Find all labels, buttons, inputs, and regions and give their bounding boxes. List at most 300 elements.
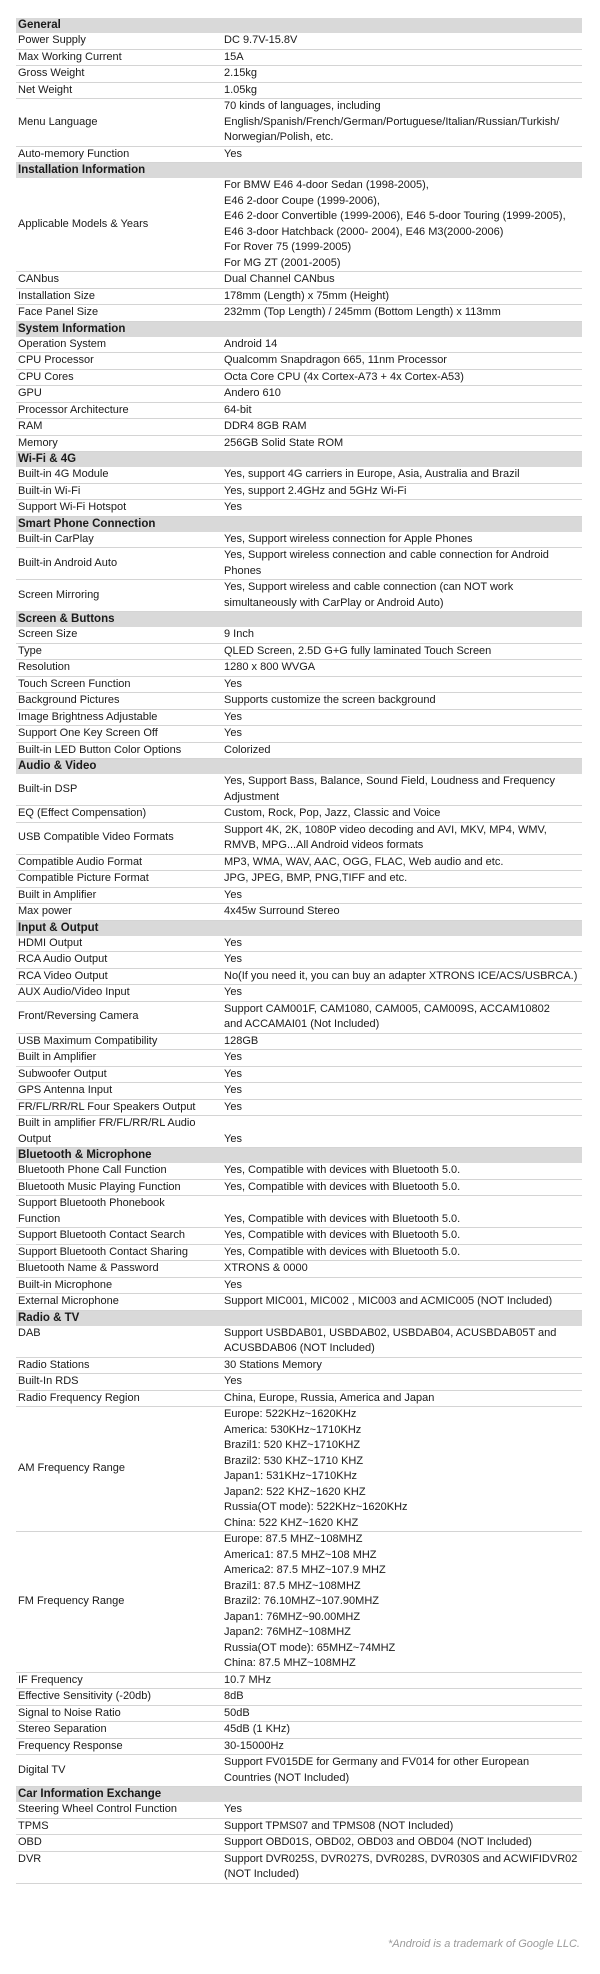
spec-label-line: RAM [18, 420, 43, 432]
spec-value-line: 45dB (1 KHz) [224, 1723, 291, 1735]
spec-label-line: Auto-memory Function [18, 147, 130, 160]
spec-label [16, 871, 222, 888]
spec-label [16, 1672, 222, 1689]
spec-row [16, 1818, 582, 1835]
spec-value [222, 1390, 582, 1407]
spec-label [16, 146, 222, 163]
spec-value-line: 64-bit [224, 403, 252, 416]
spec-row [16, 1033, 582, 1050]
spec-value [222, 854, 582, 871]
spec-row [16, 887, 582, 904]
spec-value-line: Yes [224, 1132, 242, 1145]
spec-value [222, 1261, 582, 1278]
spec-value-line: China: 87.5 MHZ~108MHZ [224, 1657, 356, 1669]
spec-value-line: Support USBDAB01, USBDAB02, USBDAB04, ACUSBDAB05T and [224, 1326, 557, 1339]
spec-value-line: Support FV015DE for Germany and FV014 for other European [224, 1756, 530, 1768]
spec-value [222, 1738, 582, 1755]
spec-label [16, 854, 222, 871]
spec-row [16, 726, 582, 743]
spec-label-line: FM Frequency Range [18, 1595, 125, 1607]
spec-row [16, 1407, 582, 1532]
spec-value [222, 1179, 582, 1196]
spec-value [222, 1083, 582, 1100]
spec-value-line: Support 4K, 2K, 1080P video decoding and AVI, MKV, MP4, WMV, [224, 823, 547, 836]
spec-value-line: 15A [224, 50, 244, 63]
spec-label-line: USB Compatible Video Formats [18, 831, 174, 844]
spec-value-line: America2: 87.5 MHZ~107.9 MHZ [224, 1564, 386, 1576]
spec-label [16, 435, 222, 452]
spec-label [16, 500, 222, 517]
spec-value-line: Yes, support 4G carriers in Europe, Asia, Australia and Brazil [224, 468, 520, 480]
spec-row [16, 1835, 582, 1852]
spec-value-line: Andero 610 [224, 387, 281, 399]
spec-label-line: EQ (Effect Compensation) [18, 807, 147, 819]
spec-value-line: E46 3-door Hatchback (2000- 2004), E46 M3(2000-2006) [224, 225, 504, 238]
spec-value-line: ACUSBDAB06 (NOT Included) [224, 1342, 375, 1354]
spec-label [16, 272, 222, 289]
spec-value [222, 1326, 582, 1358]
spec-value-line: Yes, Support Bass, Balance, Sound Field, Loudness and Frequency [224, 775, 556, 787]
spec-value [222, 627, 582, 643]
spec-label-line: Support Bluetooth Contact Sharing [18, 1245, 189, 1258]
spec-label-line: Compatible Picture Format [18, 872, 149, 884]
section-title: General [16, 18, 582, 33]
spec-row [16, 1689, 582, 1706]
spec-value-line: DC 9.7V-15.8V [224, 34, 298, 46]
spec-value [222, 968, 582, 985]
spec-value [222, 1163, 582, 1179]
spec-value-line: Norwegian/Polish, etc. [224, 131, 334, 143]
section-title: Input & Output [16, 920, 582, 936]
section-title: Bluetooth & Microphone [16, 1148, 582, 1164]
spec-label [16, 33, 222, 49]
spec-value [222, 774, 582, 806]
section-title: Installation Information [16, 163, 582, 179]
spec-value [222, 82, 582, 99]
spec-value [222, 99, 582, 147]
spec-label-line: CANbus [18, 273, 59, 285]
spec-value-line: 30 Stations Memory [224, 1358, 322, 1371]
spec-value-line: Yes, support 2.4GHz and 5GHz Wi-Fi [224, 484, 407, 497]
spec-label-line: Screen Mirroring [18, 588, 100, 601]
spec-row [16, 1326, 582, 1358]
spec-label-line: CPU Processor [18, 354, 94, 366]
spec-value-line: 9 Inch [224, 628, 254, 640]
spec-label-line: Built-In RDS [18, 1375, 79, 1387]
spec-value [222, 1672, 582, 1689]
spec-label [16, 1244, 222, 1261]
spec-value [222, 178, 582, 272]
section-title: Audio & Video [16, 759, 582, 775]
spec-value-line: Japan2: 522 KHZ~1620 KHZ [224, 1485, 366, 1498]
spec-value-line: E46 2-door Coupe (1999-2006), [224, 194, 380, 207]
spec-label [16, 1755, 222, 1787]
spec-label [16, 1851, 222, 1883]
spec-row [16, 146, 582, 163]
spec-value [222, 726, 582, 743]
spec-label-line: Bluetooth Name & Password [18, 1262, 159, 1274]
spec-row [16, 178, 582, 272]
spec-label-line: USB Maximum Compatibility [18, 1034, 158, 1047]
spec-row [16, 305, 582, 322]
spec-label [16, 1407, 222, 1532]
spec-value-line: Yes [224, 1278, 242, 1291]
spec-value-line: 1280 x 800 WVGA [224, 661, 316, 673]
spec-label-line: Stereo Separation [18, 1723, 107, 1735]
spec-value-line: Yes [224, 501, 242, 513]
spec-value [222, 435, 582, 452]
spec-label-line: TPMS [18, 1819, 49, 1832]
spec-value-line: 30-15000Hz [224, 1739, 284, 1752]
spec-value-line: XTRONS & 0000 [224, 1262, 308, 1274]
spec-label-line: Function [18, 1212, 61, 1225]
spec-value-line: RMVB, MPG...All Android videos formats [224, 839, 424, 851]
spec-value [222, 483, 582, 500]
spec-label-line: Radio Stations [18, 1358, 90, 1371]
spec-label [16, 1179, 222, 1196]
section-title: System Information [16, 321, 582, 337]
spec-value [222, 1116, 582, 1148]
spec-row [16, 709, 582, 726]
spec-value [222, 1357, 582, 1374]
spec-label-line: Support One Key Screen Off [18, 727, 158, 739]
spec-label [16, 1705, 222, 1722]
spec-label [16, 952, 222, 969]
spec-label-line: Installation Size [18, 289, 96, 302]
spec-label-line: RCA Video Output [18, 969, 108, 982]
spec-value-line: Yes [224, 147, 242, 160]
spec-label [16, 337, 222, 353]
spec-value [222, 1532, 582, 1673]
spec-value-line: 2.15kg [224, 67, 258, 79]
spec-label-line: Output [18, 1132, 52, 1145]
spec-value-line: Yes, Compatible with devices with Bluetooth 5.0. [224, 1245, 461, 1258]
spec-value-line: Support DVR025S, DVR027S, DVR028S, DVR030S and ACWIFIDVR02 [224, 1852, 578, 1865]
spec-row [16, 904, 582, 921]
spec-value [222, 643, 582, 660]
spec-row [16, 66, 582, 83]
spec-label [16, 676, 222, 693]
spec-value-line: Support MIC001, MIC002 , MIC003 and ACMIC005 (NOT Included) [224, 1295, 553, 1307]
spec-value [222, 305, 582, 322]
spec-value-line: MP3, WMA, WAV, AAC, OGG, FLAC, Web audio and etc. [224, 855, 504, 868]
section-title: Wi-Fi & 4G [16, 452, 582, 468]
spec-label [16, 968, 222, 985]
spec-value-line: Yes [224, 953, 242, 965]
spec-value [222, 936, 582, 952]
spec-value [222, 871, 582, 888]
spec-label-line: Radio Frequency Region [18, 1391, 140, 1404]
spec-value-line: Octa Core CPU (4x Cortex-A73 + 4x Cortex-A53) [224, 370, 464, 383]
spec-label [16, 1163, 222, 1179]
spec-value [222, 66, 582, 83]
spec-row [16, 643, 582, 660]
spec-label [16, 1689, 222, 1706]
spec-label-line: Built in Amplifier [18, 888, 97, 901]
spec-label-line: Processor Architecture [18, 403, 129, 416]
spec-value-line: 256GB Solid State ROM [224, 436, 344, 449]
spec-value-line: China, Europe, Russia, America and Japan [224, 1391, 435, 1404]
spec-label [16, 66, 222, 83]
spec-value [222, 1705, 582, 1722]
spec-value [222, 952, 582, 969]
spec-label-line: AM Frequency Range [18, 1462, 125, 1475]
spec-value [222, 709, 582, 726]
spec-value-line: Japan1: 76MHZ~90.00MHZ [224, 1610, 361, 1623]
section-header [16, 612, 582, 628]
spec-row [16, 1196, 582, 1228]
spec-value-line: 70 kinds of languages, including [224, 100, 381, 112]
spec-label-line: FR/FL/RR/RL Four Speakers Output [18, 1100, 196, 1113]
spec-value-line: (NOT Included) [224, 1868, 299, 1880]
spec-row [16, 952, 582, 969]
spec-label [16, 1099, 222, 1116]
spec-value [222, 272, 582, 289]
spec-label [16, 1196, 222, 1228]
trademark-footnote: *Android is a trademark of Google LLC. [388, 1938, 580, 1950]
spec-label-line: Max Working Current [18, 50, 122, 63]
section-header [16, 18, 582, 33]
spec-label [16, 1083, 222, 1100]
spec-label-line: DAB [18, 1326, 41, 1339]
spec-value-line: simultaneously with CarPlay or Android Auto) [224, 596, 444, 609]
spec-value-line: Yes [224, 727, 242, 739]
spec-value [222, 419, 582, 436]
section-header [16, 452, 582, 468]
spec-value-line: QLED Screen, 2.5D G+G fully laminated Touch Screen [224, 644, 492, 657]
spec-row [16, 272, 582, 289]
spec-value-line: No(If you need it, you can buy an adapter XTRONS ICE/ACS/USBRCA.) [224, 969, 578, 982]
spec-value-line: Yes [224, 677, 242, 690]
spec-row [16, 500, 582, 517]
spec-value-line: 128GB [224, 1034, 259, 1047]
spec-label-line: Built-in Wi-Fi [18, 484, 81, 497]
spec-row [16, 1851, 582, 1883]
spec-label-line: Support Wi-Fi Hotspot [18, 501, 127, 513]
spec-value [222, 1033, 582, 1050]
spec-row [16, 1116, 582, 1148]
spec-row [16, 82, 582, 99]
spec-row [16, 467, 582, 483]
spec-label-line: Bluetooth Phone Call Function [18, 1164, 167, 1176]
spec-row [16, 1357, 582, 1374]
spec-label-line: Applicable Models & Years [18, 217, 149, 230]
spec-label-line: RCA Audio Output [18, 953, 108, 965]
spec-value [222, 369, 582, 386]
spec-value-line: For BMW E46 4-door Sedan (1998-2005), [224, 179, 429, 191]
spec-value [222, 146, 582, 163]
spec-label-line: Background Pictures [18, 694, 120, 706]
spec-label [16, 822, 222, 854]
spec-row [16, 1179, 582, 1196]
spec-value-line: 1.05kg [224, 83, 258, 96]
spec-label-line: Image Brightness Adjustable [18, 710, 158, 723]
spec-label [16, 806, 222, 823]
spec-label-line: External Microphone [18, 1295, 119, 1307]
section-title: Smart Phone Connection [16, 516, 582, 532]
spec-value [222, 467, 582, 483]
spec-label [16, 742, 222, 759]
spec-value-line: 10.7 MHz [224, 1673, 272, 1686]
spec-value [222, 1851, 582, 1883]
spec-row [16, 1083, 582, 1100]
spec-value-line: 4x45w Surround Stereo [224, 905, 340, 917]
spec-label [16, 548, 222, 580]
spec-label-line: Net Weight [18, 83, 73, 96]
spec-value [222, 1802, 582, 1818]
spec-label [16, 1326, 222, 1358]
spec-label-line: OBD [18, 1836, 42, 1848]
spec-label [16, 1228, 222, 1245]
spec-value [222, 1050, 582, 1067]
section-header [16, 1148, 582, 1164]
spec-value-line: E46 2-door Convertible (1999-2006), E46 5-door Touring (1999-2005), [224, 210, 566, 222]
spec-label [16, 1001, 222, 1033]
spec-value [222, 337, 582, 353]
spec-label [16, 483, 222, 500]
spec-value [222, 49, 582, 66]
spec-value [222, 904, 582, 921]
spec-label-line: HDMI Output [18, 936, 83, 949]
spec-row [16, 1261, 582, 1278]
spec-row [16, 1672, 582, 1689]
spec-value-line: Japan1: 531KHz~1710KHz [224, 1470, 358, 1482]
spec-value-line: Dual Channel CANbus [224, 273, 335, 285]
spec-value-line: America1: 87.5 MHZ~108 MHZ [224, 1548, 377, 1561]
spec-label-line: Built in amplifier FR/FL/RR/RL Audio [18, 1117, 196, 1129]
spec-value-line: Phones [224, 564, 262, 577]
spec-value [222, 532, 582, 548]
spec-value-line: English/Spanish/French/German/Portuguese/Italian/Russian/Turkish/ [224, 115, 560, 128]
spec-label-line: GPS Antenna Input [18, 1084, 113, 1096]
spec-row [16, 1163, 582, 1179]
spec-label-line: Built-in DSP [18, 782, 78, 795]
spec-label [16, 1802, 222, 1818]
spec-row [16, 1066, 582, 1083]
spec-row [16, 742, 582, 759]
spec-label-line: Power Supply [18, 34, 86, 46]
spec-value [222, 1818, 582, 1835]
spec-value-line: Support CAM001F, CAM1080, CAM005, CAM009S, ACCAM10802 [224, 1002, 550, 1015]
spec-row [16, 1099, 582, 1116]
spec-value-line: Yes [224, 936, 242, 949]
spec-value-line: Yes, Support wireless connection and cable connection for Android [224, 549, 549, 561]
spec-label-line: Max power [18, 905, 72, 917]
spec-value [222, 1099, 582, 1116]
spec-row [16, 1374, 582, 1391]
section-header [16, 163, 582, 179]
spec-value-line: Adjustment [224, 790, 280, 803]
spec-row [16, 1738, 582, 1755]
spec-row [16, 1228, 582, 1245]
spec-label-line: Signal to Noise Ratio [18, 1706, 121, 1719]
spec-value-line: Supports customize the screen background [224, 694, 436, 706]
section-title: Radio & TV [16, 1310, 582, 1326]
spec-row [16, 1277, 582, 1294]
spec-label-line: Built in Amplifier [18, 1051, 97, 1063]
spec-row [16, 936, 582, 952]
spec-label [16, 660, 222, 677]
spec-value [222, 402, 582, 419]
spec-label [16, 1738, 222, 1755]
spec-label-line: Effective Sensitivity (-20db) [18, 1690, 152, 1702]
spec-row [16, 1244, 582, 1261]
spec-value [222, 1835, 582, 1852]
spec-value-line: 232mm (Top Length) / 245mm (Bottom Length) x 113mm [224, 306, 501, 318]
spec-label-line: GPU [18, 387, 42, 399]
spec-value-line: Europe: 522KHz~1620KHz [224, 1408, 357, 1420]
spec-value [222, 1001, 582, 1033]
spec-value-line: Russia(OT mode): 522KHz~1620KHz [224, 1501, 408, 1513]
section-header [16, 1787, 582, 1803]
spec-value-line: Japan2: 76MHZ~108MHZ [224, 1626, 351, 1638]
spec-row [16, 1705, 582, 1722]
spec-label [16, 49, 222, 66]
spec-label [16, 1357, 222, 1374]
spec-value [222, 1689, 582, 1706]
spec-row [16, 968, 582, 985]
spec-label [16, 1722, 222, 1739]
spec-sheet [16, 18, 582, 1884]
spec-row [16, 871, 582, 888]
spec-label [16, 1390, 222, 1407]
spec-value [222, 33, 582, 49]
spec-label-line: Screen Size [18, 628, 78, 640]
spec-value-line: Yes [224, 1051, 242, 1063]
spec-label-line: Subwoofer Output [18, 1067, 107, 1080]
spec-value-line: For MG ZT (2001-2005) [224, 256, 341, 269]
spec-label [16, 1835, 222, 1852]
spec-label [16, 1033, 222, 1050]
spec-value-line: Yes, Compatible with devices with Bluetooth 5.0. [224, 1164, 461, 1176]
spec-value-line: America: 530KHz~1710KHz [224, 1423, 362, 1436]
spec-value-line: Russia(OT mode): 65MHZ~74MHZ [224, 1641, 396, 1654]
spec-label [16, 1294, 222, 1311]
spec-label-line: AUX Audio/Video Input [18, 986, 130, 998]
spec-label [16, 1532, 222, 1673]
spec-label [16, 1261, 222, 1278]
spec-label [16, 353, 222, 370]
spec-value [222, 806, 582, 823]
spec-value-line: DDR4 8GB RAM [224, 420, 307, 432]
spec-value-line: and ACCAMAI01 (Not Included) [224, 1018, 380, 1030]
spec-row [16, 1755, 582, 1787]
spec-value-line: Yes [224, 888, 242, 901]
spec-row [16, 369, 582, 386]
spec-label [16, 386, 222, 403]
spec-value-line: Brazil2: 530 KHZ~1710 KHZ [224, 1454, 364, 1467]
spec-row [16, 532, 582, 548]
spec-label-line: Support Bluetooth Phonebook [18, 1197, 165, 1209]
spec-value-line: Qualcomm Snapdragon 665, 11nm Processor [224, 354, 447, 366]
spec-label [16, 178, 222, 272]
spec-value-line: For Rover 75 (1999-2005) [224, 241, 352, 253]
spec-row [16, 353, 582, 370]
spec-value [222, 822, 582, 854]
spec-label [16, 1277, 222, 1294]
spec-label [16, 288, 222, 305]
spec-label-line: Support Bluetooth Contact Search [18, 1229, 185, 1241]
spec-label [16, 532, 222, 548]
spec-label [16, 774, 222, 806]
spec-value-line: China: 522 KHZ~1620 KHZ [224, 1516, 359, 1529]
spec-value [222, 660, 582, 677]
spec-row [16, 99, 582, 147]
spec-value [222, 353, 582, 370]
spec-row [16, 548, 582, 580]
spec-value-line: Custom, Rock, Pop, Jazz, Classic and Voice [224, 807, 441, 819]
spec-label-line: Bluetooth Music Playing Function [18, 1180, 181, 1193]
